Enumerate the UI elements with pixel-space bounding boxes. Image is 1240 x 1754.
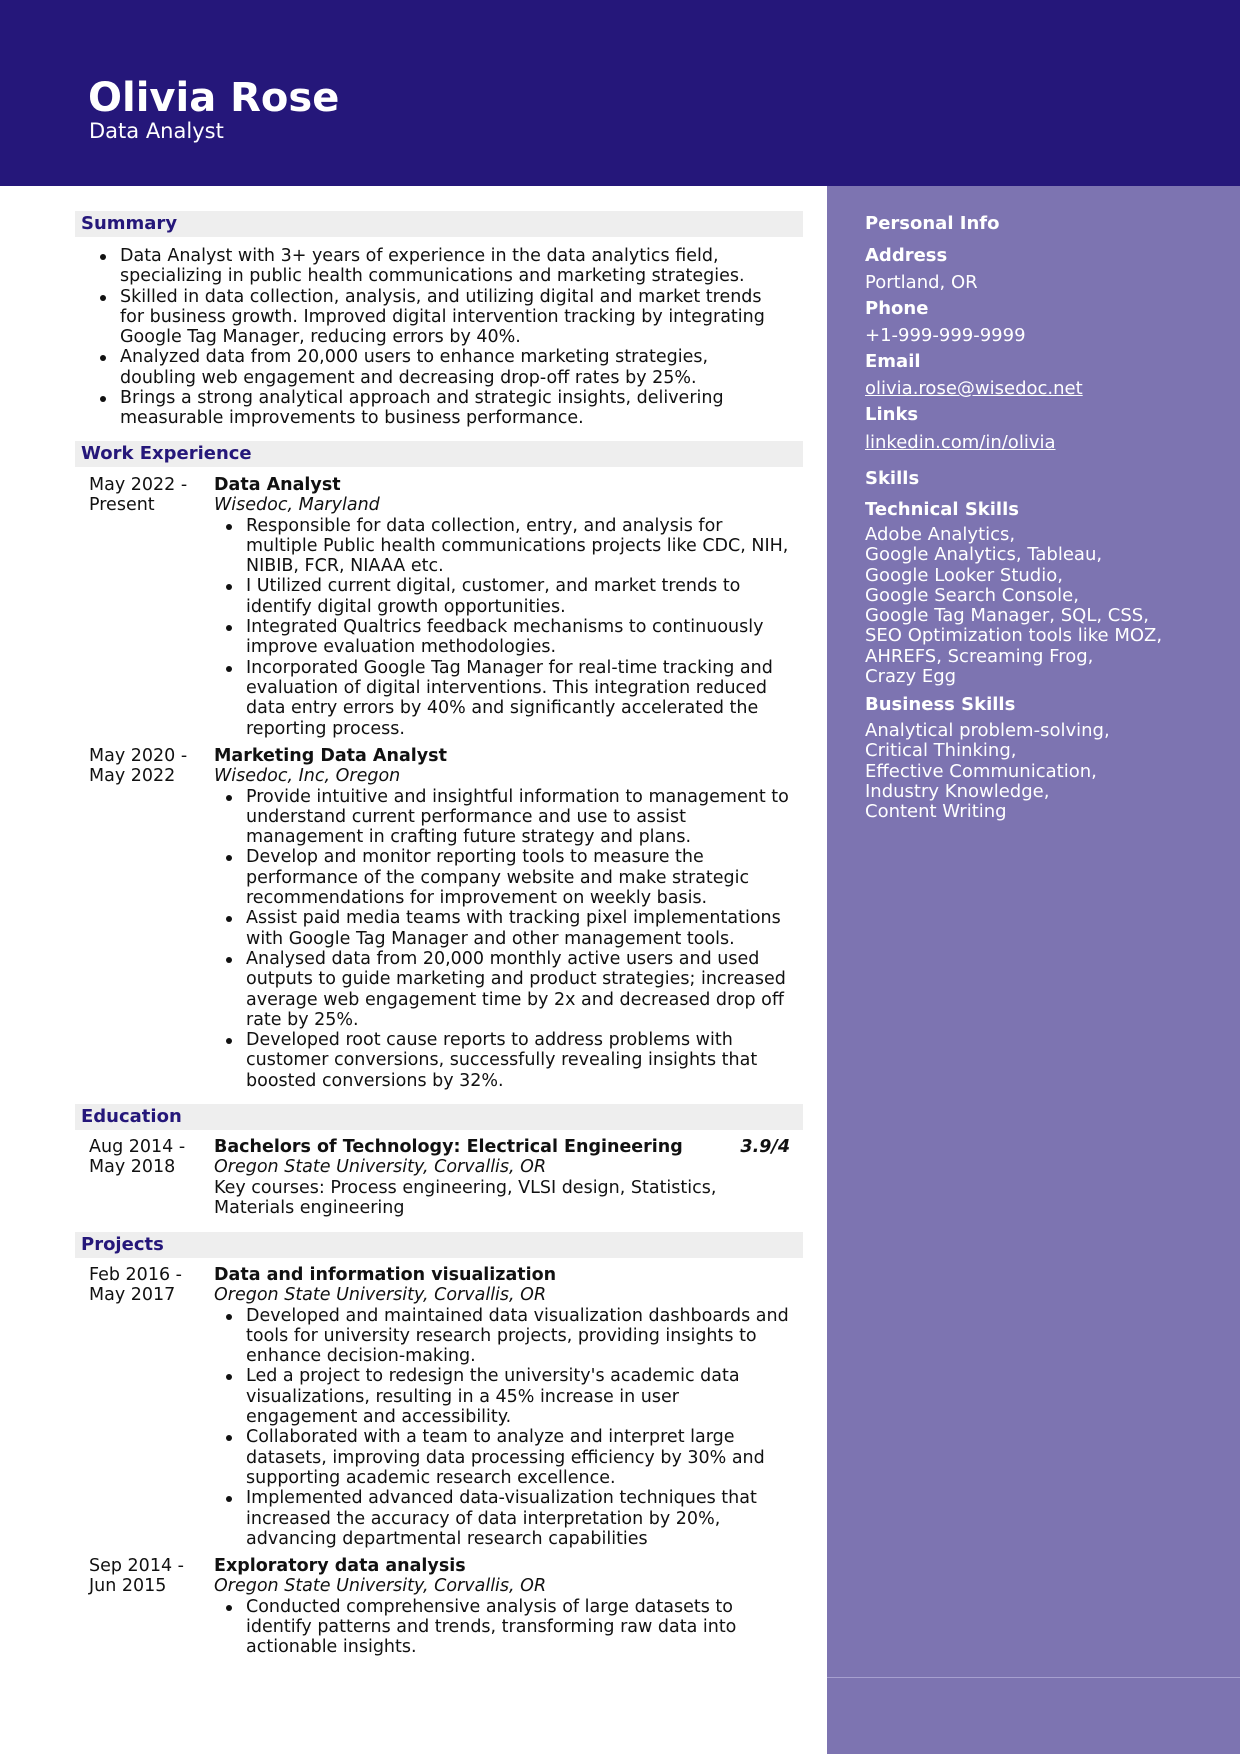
job-date-start: May 2022 - xyxy=(89,475,188,495)
project-org: Oregon State University, Corvallis, OR xyxy=(214,1576,547,1597)
school-name: Oregon State University, Corvallis, OR xyxy=(214,1157,547,1178)
personal-info-heading: Personal Info xyxy=(865,213,1000,234)
sidebar xyxy=(827,186,1240,1754)
sidebar-footer-divider xyxy=(827,1677,1240,1678)
address-label: Address xyxy=(865,245,948,266)
technical-skill-line: Google Tag Manager, SQL, CSS, xyxy=(865,605,1149,627)
business-skill-line: Effective Communication, xyxy=(865,760,1097,782)
technical-skills-heading: Technical Skills xyxy=(865,499,1019,520)
project-bullet: Implemented advanced data-visualization techniques that increased the accuracy of data interpretation by 20%, advancing departmental research capabilities xyxy=(246,1488,794,1549)
project-date-start: Feb 2016 - xyxy=(89,1265,182,1285)
phone-value: +1-999-999-9999 xyxy=(865,325,1026,346)
business-skill-line: Critical Thinking, xyxy=(865,740,1017,762)
summary-list xyxy=(120,246,780,429)
email-link[interactable]: olivia.rose@wisedoc.net xyxy=(865,378,1083,399)
links-label: Links xyxy=(865,404,919,425)
job-bullet: Responsible for data collection, entry, and analysis for multiple Public health communications projects like CDC, NIH, NIBIB, FCR, NIAAA etc. xyxy=(246,516,794,577)
project-title: Data and information visualization xyxy=(214,1265,557,1285)
project-bullets xyxy=(246,1306,794,1550)
job-org: Wisedoc, Inc, Oregon xyxy=(214,766,401,787)
summary-item: Analyzed data from 20,000 users to enhance marketing strategies, doubling web engagement and decreasing drop-off rates by 25%. xyxy=(120,347,780,388)
job-bullet: Develop and monitor reporting tools to measure the performance of the company website and make strategic recommendations for improvement on weekly basis. xyxy=(246,847,794,908)
address-value: Portland, OR xyxy=(865,272,978,293)
technical-skill-line: Google Looker Studio, xyxy=(865,564,1063,586)
phone-label: Phone xyxy=(865,298,929,319)
project-bullet: Led a project to redesign the university's academic data visualizations, resulting in a 45% increase in user engagement and accessibility. xyxy=(246,1366,794,1427)
job-bullets xyxy=(246,787,794,1091)
education-date xyxy=(89,1137,185,1178)
job-date xyxy=(89,746,187,787)
job-org: Wisedoc, Maryland xyxy=(214,495,380,516)
project-title: Exploratory data analysis xyxy=(214,1556,466,1576)
job-bullet: Analysed data from 20,000 monthly active users and used outputs to guide marketing and product strategies; increased average web engagement time by 2x and decreased drop off rate by 25%. xyxy=(246,949,794,1030)
degree-title: Bachelors of Technology: Electrical Engineering xyxy=(214,1137,683,1157)
project-date xyxy=(89,1265,182,1306)
job-bullet: Incorporated Google Tag Manager for real-time tracking and evaluation of digital interventions. This integration reduced data entry errors by 40% and significantly accelerated the reporting process. xyxy=(246,658,794,739)
summary-item: Data Analyst with 3+ years of experience in the data analytics field, specializing in public health communications and marketing strategies. xyxy=(120,246,780,287)
technical-skill-line: AHREFS, Screaming Frog, xyxy=(865,645,1094,667)
technical-skill-line: Google Analytics, Tableau, xyxy=(865,544,1103,566)
project-date-end: May 2017 xyxy=(89,1285,176,1306)
project-entry xyxy=(214,1265,794,1549)
job-entry xyxy=(214,475,794,739)
education-section-header xyxy=(75,1104,803,1130)
job-bullet: Assist paid media teams with tracking pixel implementations with Google Tag Manager and other management tools. xyxy=(246,908,794,949)
project-bullet: Developed and maintained data visualization dashboards and tools for university research projects, providing insights to enhance decision-making. xyxy=(246,1306,794,1367)
technical-skill-line: Adobe Analytics, xyxy=(865,524,1016,545)
candidate-name: Olivia Rose xyxy=(88,75,340,121)
job-title: Marketing Data Analyst xyxy=(214,746,447,766)
project-org: Oregon State University, Corvallis, OR xyxy=(214,1285,547,1306)
job-bullet: I Utilized current digital, customer, and market trends to identify digital growth opportunities. xyxy=(246,576,794,617)
business-skill-line: Industry Knowledge, xyxy=(865,780,1050,802)
education-heading: Education xyxy=(81,1106,182,1127)
gpa-value: 3.9/4 xyxy=(740,1137,790,1157)
job-date-end: Present xyxy=(89,495,155,516)
job-date-end: May 2022 xyxy=(89,766,176,787)
project-date-end: Jun 2015 xyxy=(89,1576,167,1597)
summary-list-wrap xyxy=(120,246,780,429)
job-date-start: May 2020 - xyxy=(89,746,188,766)
job-entry xyxy=(214,746,794,1091)
key-courses: Key courses: Process engineering, VLSI design, Statistics, Materials engineering xyxy=(214,1177,717,1218)
job-bullets xyxy=(246,516,794,739)
projects-section-header xyxy=(75,1232,803,1258)
business-skill-line: Analytical problem-solving, xyxy=(865,720,1110,741)
project-entry xyxy=(214,1556,794,1657)
technical-skill-line: SEO Optimization tools like MOZ, xyxy=(865,625,1163,647)
candidate-role: Data Analyst xyxy=(89,119,224,143)
job-bullet: Provide intuitive and insightful information to management to understand current performance and use to assist management in crafting future strategy and plans. xyxy=(246,787,794,848)
business-skill-line: Content Writing xyxy=(865,801,1007,823)
job-bullet: Integrated Qualtrics feedback mechanisms to continuously improve evaluation methodologies. xyxy=(246,617,794,658)
education-date-start: Aug 2014 - xyxy=(89,1137,186,1157)
skills-heading: Skills xyxy=(865,468,920,489)
project-bullets xyxy=(246,1597,794,1658)
job-bullet: Developed root cause reports to address problems with customer conversions, successfully revealing insights that boosted conversions by 32%. xyxy=(246,1030,794,1091)
project-bullet: Conducted comprehensive analysis of large datasets to identify patterns and trends, transforming raw data into actionable insights. xyxy=(246,1597,794,1658)
projects-heading: Projects xyxy=(81,1234,164,1255)
project-bullet: Collaborated with a team to analyze and interpret large datasets, improving data processing efficiency by 30% and supporting academic research excellence. xyxy=(246,1427,794,1488)
work-section-header xyxy=(75,441,803,467)
summary-item: Brings a strong analytical approach and strategic insights, delivering measurable improvements to business performance. xyxy=(120,388,780,429)
summary-heading: Summary xyxy=(81,213,178,234)
technical-skill-line: Crazy Egg xyxy=(865,666,957,688)
business-skills-list xyxy=(865,721,1110,822)
technical-skills-list xyxy=(865,525,1162,687)
summary-section-header xyxy=(75,211,803,237)
job-title: Data Analyst xyxy=(214,475,341,495)
email-label: Email xyxy=(865,351,921,372)
linkedin-value xyxy=(865,432,1056,453)
business-skills-heading: Business Skills xyxy=(865,694,1016,715)
email-value xyxy=(865,378,1083,399)
summary-item: Skilled in data collection, analysis, and utilizing digital and market trends for business growth. Improved digital intervention tracking by integrating Google Tag Manager, reducing errors by 40%. xyxy=(120,287,780,348)
work-heading: Work Experience xyxy=(81,443,252,464)
project-date-start: Sep 2014 - xyxy=(89,1556,184,1576)
technical-skill-line: Google Search Console, xyxy=(865,584,1079,606)
project-date xyxy=(89,1556,184,1597)
education-date-end: May 2018 xyxy=(89,1157,176,1178)
linkedin-link[interactable]: linkedin.com/in/olivia xyxy=(865,432,1056,453)
education-entry xyxy=(214,1137,794,1218)
job-date xyxy=(89,475,187,516)
resume-header xyxy=(0,0,1240,186)
